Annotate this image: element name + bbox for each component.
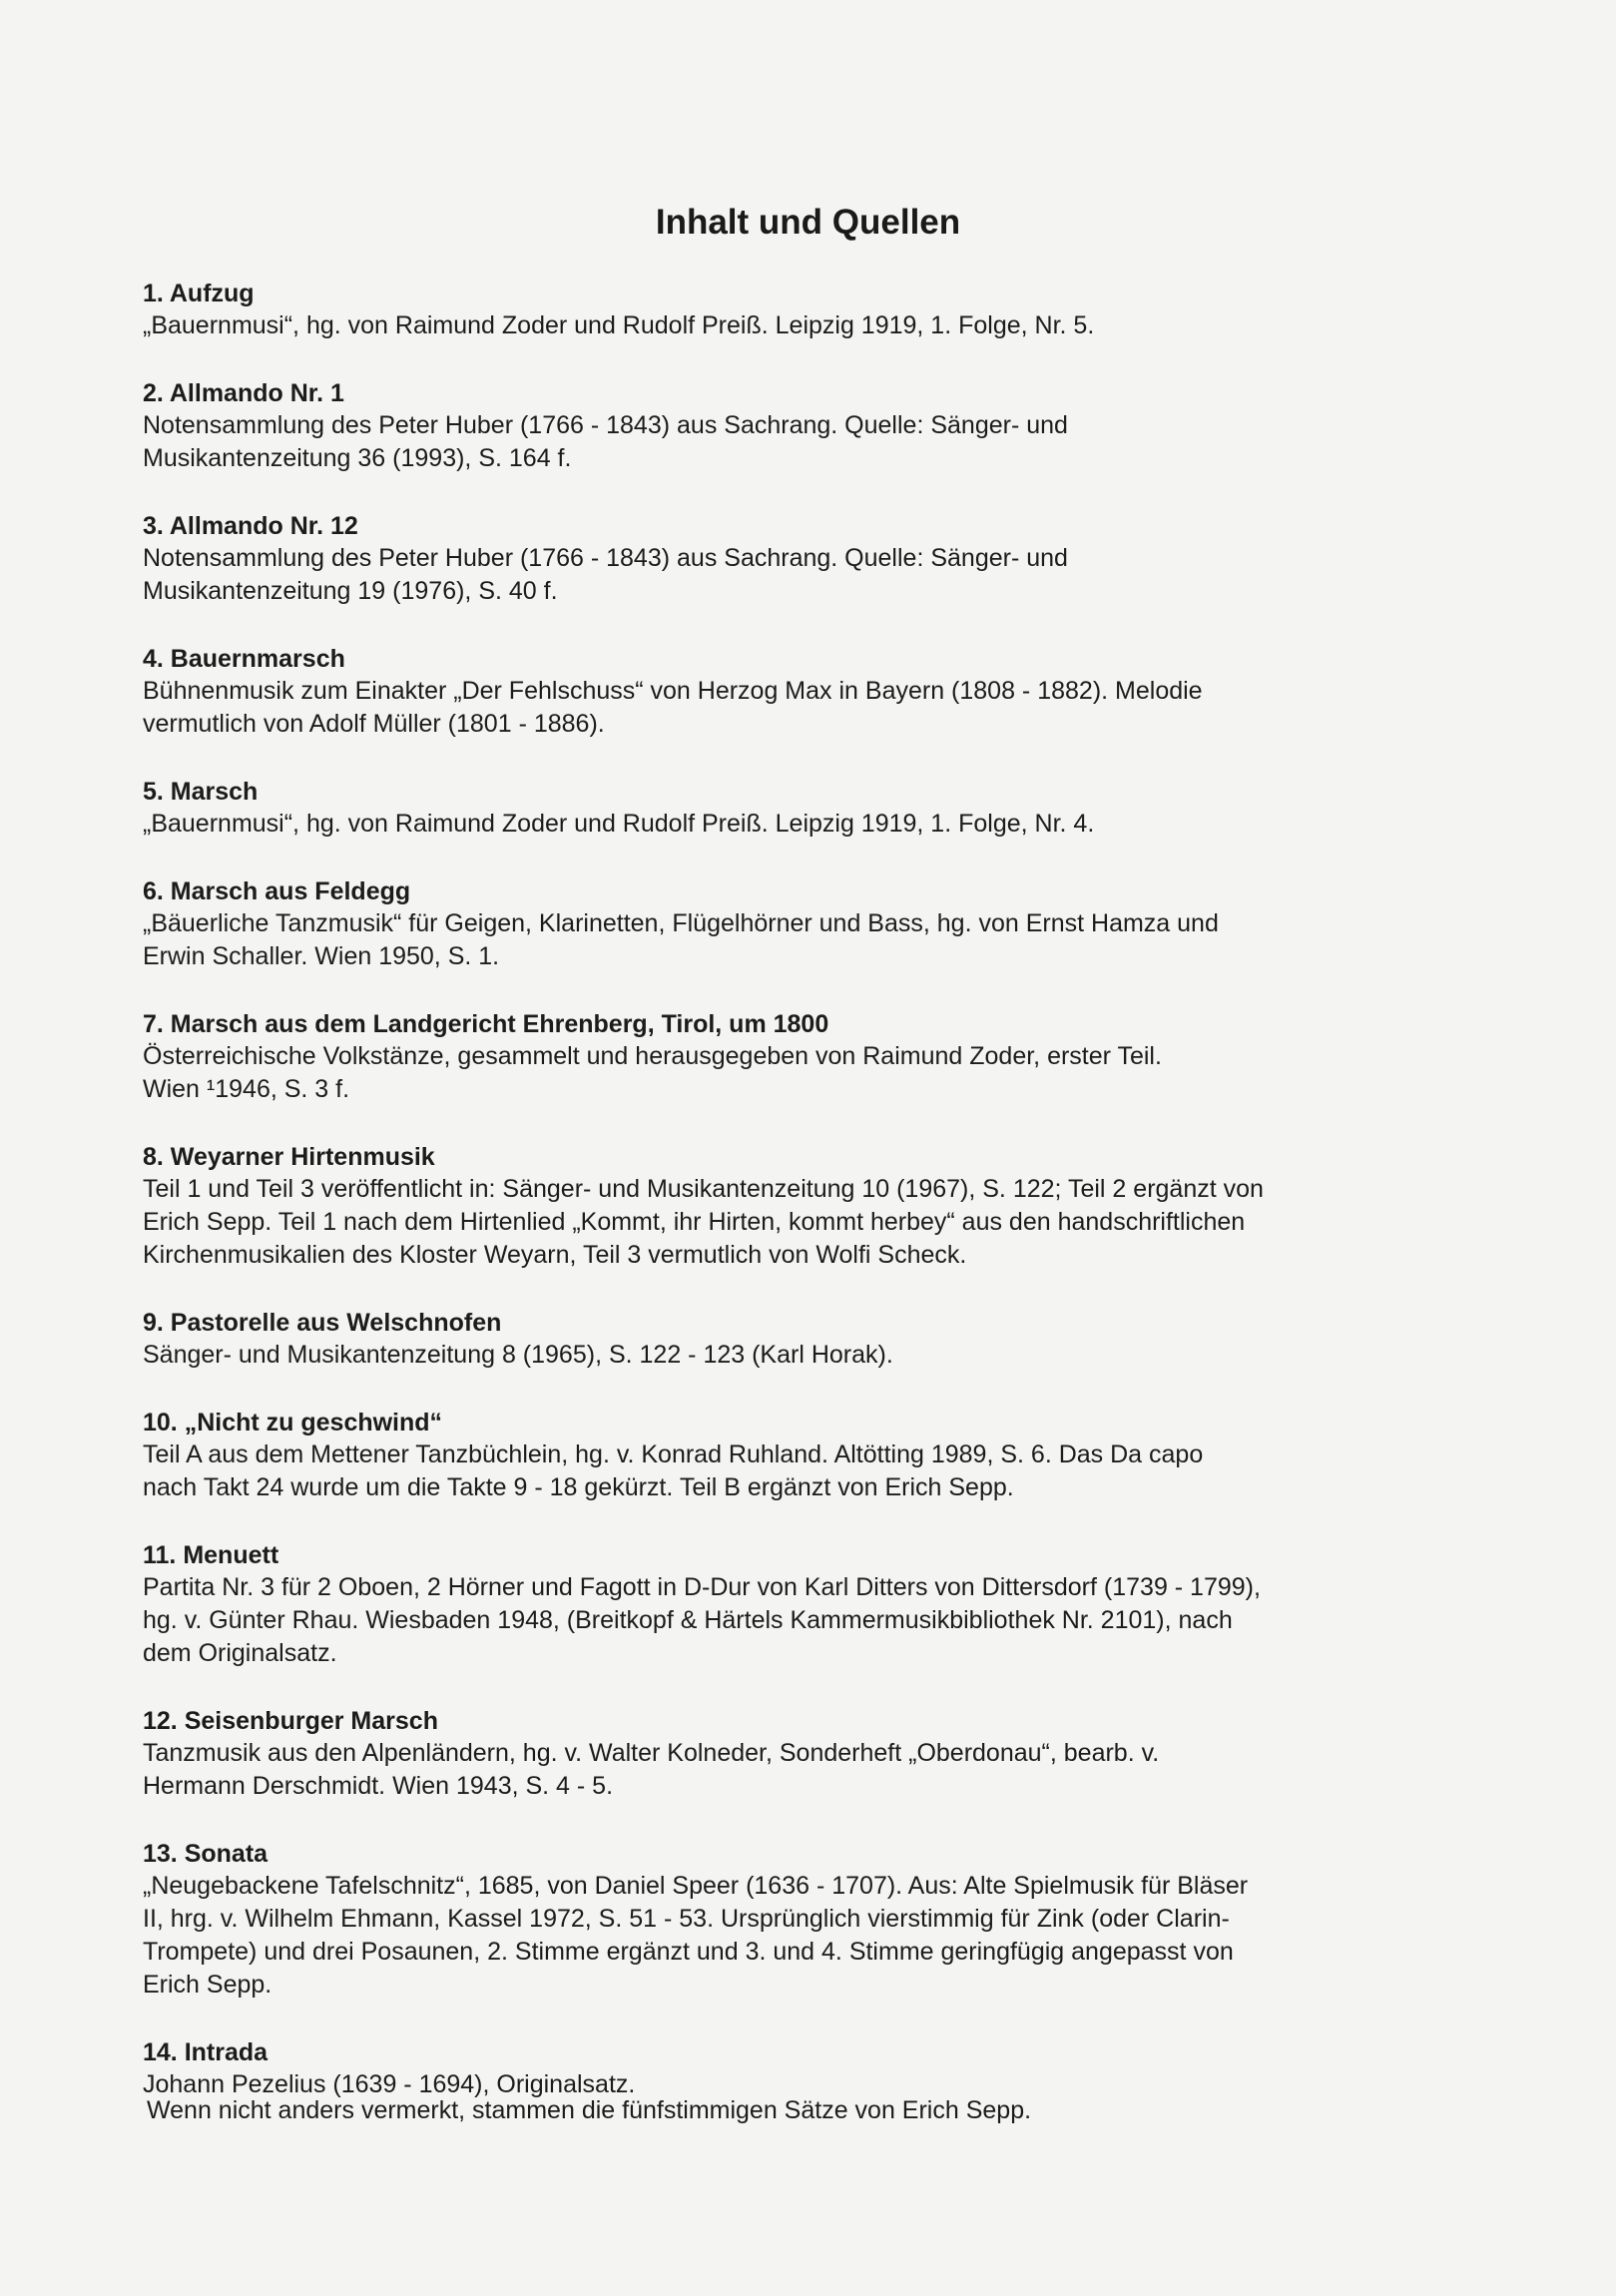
entry-source-text: Tanzmusik aus den Alpenländern, hg. v. Walter Kolneder, Sonderheft „Oberdonau“, bearb. v. Hermann Derschmidt. Wien 1943, S. 4 - 5.: [143, 1739, 1160, 1800]
entry-source-text: Teil 1 und Teil 3 veröffentlicht in: Sänger- und Musikantenzeitung 10 (1967), S. 122; Teil 2 ergänzt von Erich Sepp. Teil 1 nach dem Hirtenlied „Kommt, ihr Hirten, kommt herbey“ aus den handschriftlichen Kirchenmusikalien des Kloster Weyarn, Teil 3 vermutlich von Wolfi Scheck.: [143, 1175, 1264, 1269]
entry-source-text: „Bauernmusi“, hg. von Raimund Zoder und Rudolf Preiß. Leipzig 1919, 1. Folge, Nr. 5.: [143, 311, 1095, 339]
entry-source-text: „Bauernmusi“, hg. von Raimund Zoder und Rudolf Preiß. Leipzig 1919, 1. Folge, Nr. 4.: [143, 810, 1095, 838]
footer-note: Wenn nicht anders vermerkt, stammen die fünfstimmigen Sätze von Erich Sepp.: [147, 2096, 1032, 2124]
entry: [143, 1539, 1430, 1670]
entry-source-text: Partita Nr. 3 für 2 Oboen, 2 Hörner und Fagott in D-Dur von Karl Ditters von Dittersdorf (1739 - 1799), hg. v. Günter Rhau. Wiesbaden 1948, (Breitkopf & Härtels Kammermusikbibliothek Nr. 2101), nach dem Originalsatz.: [143, 1573, 1261, 1667]
entry-source-text: Sänger- und Musikantenzeitung 8 (1965), S. 122 - 123 (Karl Horak).: [143, 1341, 893, 1369]
entry: [143, 875, 1430, 973]
entry: [143, 643, 1430, 741]
entry-source-text: Österreichische Volkstänze, gesammelt und herausgegeben von Raimund Zoder, erster Teil. Wien ¹1946, S. 3 f.: [143, 1042, 1162, 1103]
entry-source-text: Bühnenmusik zum Einakter „Der Fehlschuss“ von Herzog Max in Bayern (1808 - 1882). Melodie vermutlich von Adolf Müller (1801 - 1886).: [143, 677, 1203, 738]
entry: [143, 2036, 1430, 2101]
entry-heading: 4. Bauernmarsch: [143, 645, 345, 673]
entry-heading: 11. Menuett: [143, 1541, 279, 1569]
entry: [143, 1307, 1430, 1372]
entry-heading: 14. Intrada: [143, 2038, 269, 2066]
entry-heading: 12. Seisenburger Marsch: [143, 1707, 438, 1735]
entry: [143, 510, 1430, 608]
entry-source-text: „Neugebackene Tafelschnitz“, 1685, von Daniel Speer (1636 - 1707). Aus: Alte Spielmusik für Bläser II, hrg. v. Wilhelm Ehmann, Kassel 1972, S. 51 - 53. Ursprünglich vierstimmig für Zink (oder Clarin- Trompete) und drei Posaunen, 2. Stimme ergänzt und 3. und 4. Stimme geringfügig angepasst von Erich Sepp.: [143, 1872, 1249, 1999]
entry-source-text: „Bäuerliche Tanzmusik“ für Geigen, Klarinetten, Flügelhörner und Bass, hg. von Ernst Hamza und Erwin Schaller. Wien 1950, S. 1.: [143, 909, 1219, 970]
entry: [143, 1838, 1430, 2002]
entry: [143, 278, 1430, 342]
entry: [143, 776, 1430, 841]
entry: [143, 1008, 1430, 1106]
entry-source-text: Johann Pezelius (1639 - 1694), Originalsatz.: [143, 2070, 636, 2098]
entry-heading: 9. Pastorelle aus Welschnofen: [143, 1309, 502, 1337]
entry-heading: 7. Marsch aus dem Landgericht Ehrenberg, Tirol, um 1800: [143, 1010, 829, 1038]
entry-heading: 3. Allmando Nr. 12: [143, 512, 358, 540]
entries-list: [143, 278, 1430, 2136]
page-title: Inhalt und Quellen: [655, 203, 961, 242]
entry-heading: 1. Aufzug: [143, 280, 255, 307]
entry-heading: 10. „Nicht zu geschwind“: [143, 1409, 443, 1436]
entry: [143, 1141, 1430, 1272]
entry-source-text: Teil A aus dem Mettener Tanzbüchlein, hg. v. Konrad Ruhland. Altötting 1989, S. 6. Das Da capo nach Takt 24 wurde um die Takte 9 - 18 gekürzt. Teil B ergänzt von Erich Sepp.: [143, 1440, 1204, 1501]
entry-heading: 6. Marsch aus Feldegg: [143, 877, 411, 905]
entry-heading: 2. Allmando Nr. 1: [143, 379, 344, 407]
entry-heading: 5. Marsch: [143, 778, 259, 806]
entry: [143, 377, 1430, 475]
entry: [143, 1705, 1430, 1803]
entry-source-text: Notensammlung des Peter Huber (1766 - 1843) aus Sachrang. Quelle: Sänger- und Musikantenzeitung 19 (1976), S. 40 f.: [143, 544, 1068, 605]
entry: [143, 1407, 1430, 1504]
entry-source-text: Notensammlung des Peter Huber (1766 - 1843) aus Sachrang. Quelle: Sänger- und Musikantenzeitung 36 (1993), S. 164 f.: [143, 411, 1068, 472]
entry-heading: 13. Sonata: [143, 1840, 269, 1868]
entry-heading: 8. Weyarner Hirtenmusik: [143, 1143, 435, 1171]
